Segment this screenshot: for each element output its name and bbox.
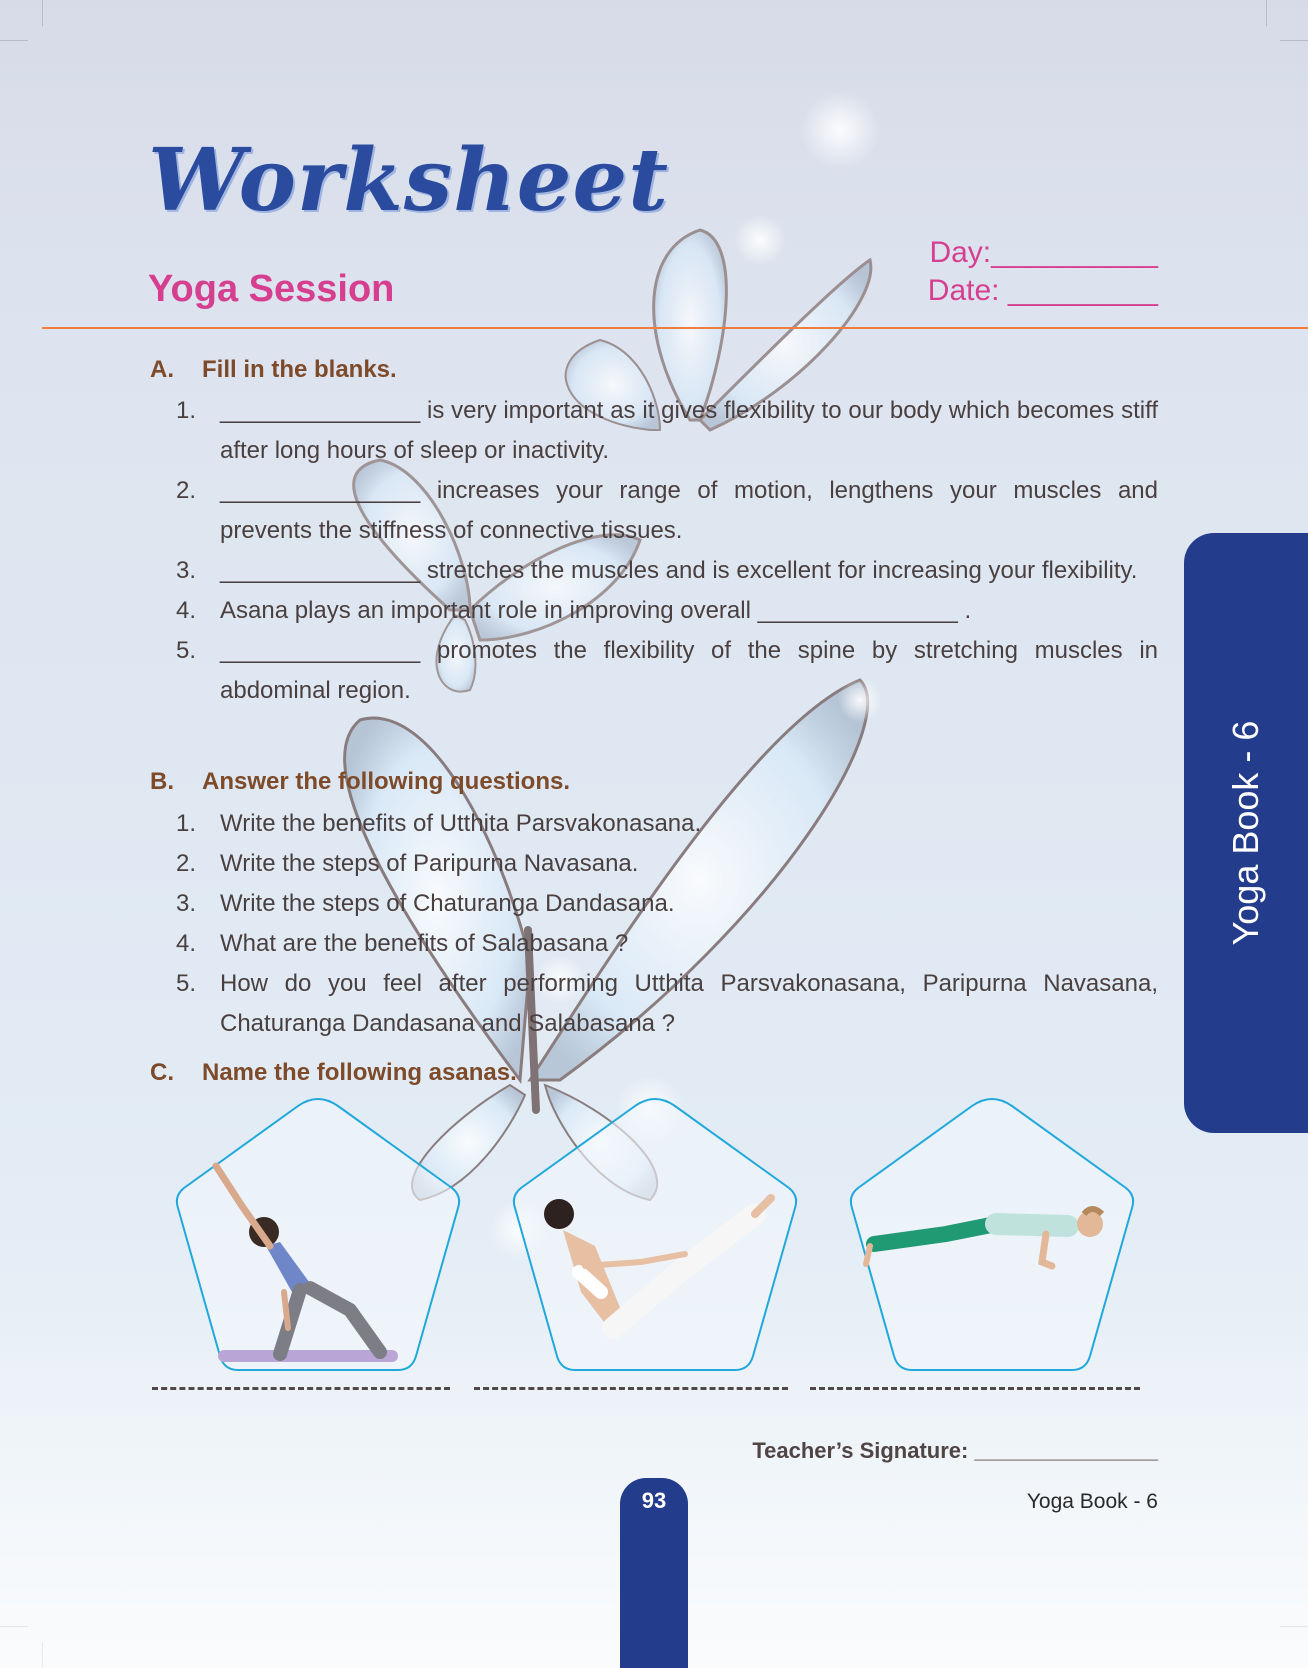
item-number: 1. <box>175 397 196 424</box>
paripurna-navasana-figure <box>509 1096 801 1374</box>
date-label: Date: <box>927 274 1008 307</box>
answer-line-2 <box>474 1387 788 1390</box>
list-item <box>150 591 1158 631</box>
item-text: _______________ is very important as it gives flexibility to our body which becomes stiff after long hours of sleep or inactivity. <box>220 397 1158 464</box>
item-text: Write the steps of Paripurna Navasana. <box>220 850 639 877</box>
chaturanga-dandasana-figure <box>846 1096 1138 1374</box>
section-b-letter: B. <box>150 768 174 795</box>
section-a-title: Fill in the blanks. <box>202 356 397 383</box>
item-number: 4. <box>175 930 196 957</box>
section-a-letter: A. <box>150 356 174 383</box>
list-item <box>150 391 1158 471</box>
worksheet-subtitle: Yoga Session <box>148 268 395 310</box>
signature-label: Teacher’s Signature: <box>752 1438 975 1463</box>
list-item <box>150 551 1158 591</box>
footer-book-title: Yoga Book - 6 <box>1026 1490 1158 1513</box>
signature-blank: _______________ <box>974 1438 1158 1463</box>
section-b-heading <box>150 768 570 796</box>
day-label: Day: <box>929 236 992 269</box>
item-number: 5. <box>175 970 196 997</box>
item-text: Write the benefits of Utthita Parsvakonasana. <box>220 810 702 837</box>
header-divider <box>42 327 1308 329</box>
answer-line-3 <box>810 1387 1140 1390</box>
list-item <box>150 924 1158 964</box>
date-field <box>928 274 1158 308</box>
item-number: 1. <box>175 810 196 837</box>
answer-line-1 <box>152 1387 450 1390</box>
side-tab-label: Yoga Book - 6 <box>1225 720 1266 946</box>
day-field <box>929 236 1158 270</box>
item-number: 3. <box>175 557 196 584</box>
section-a-list <box>150 391 1158 711</box>
page-number: 93 <box>641 1488 667 1513</box>
page-title: Worksheet <box>148 130 669 231</box>
list-item <box>150 884 1158 924</box>
list-item <box>150 804 1158 844</box>
section-c-heading <box>150 1059 517 1087</box>
asana-image-1 <box>172 1096 464 1374</box>
section-b-list <box>150 804 1158 1044</box>
list-item <box>150 471 1158 551</box>
section-a-heading <box>150 356 397 384</box>
item-number: 5. <box>175 637 196 664</box>
section-b-title: Answer the following questions. <box>202 768 571 795</box>
item-text: What are the benefits of Salabasana ? <box>220 930 629 957</box>
asana-image-2 <box>509 1096 801 1374</box>
item-text: _______________ stretches the muscles and is excellent for increasing your flexibility. <box>220 557 1138 584</box>
teacher-signature <box>752 1438 1158 1464</box>
section-c-title: Name the following asanas. <box>202 1059 517 1086</box>
day-blank: __________ <box>991 236 1158 269</box>
item-text: _______________ promotes the flexibility of the spine by stretching muscles in abdominal region. <box>220 637 1158 704</box>
item-text: Asana plays an important role in improving overall _______________ . <box>220 597 972 624</box>
asana-image-3 <box>846 1096 1138 1374</box>
utthita-parsvakonasana-figure <box>172 1096 464 1374</box>
section-c-letter: C. <box>150 1059 174 1086</box>
item-number: 3. <box>175 890 196 917</box>
list-item <box>150 844 1158 884</box>
list-item <box>150 631 1158 711</box>
item-number: 2. <box>175 477 196 504</box>
item-number: 2. <box>175 850 196 877</box>
item-text: Write the steps of Chaturanga Dandasana. <box>220 890 675 917</box>
item-number: 4. <box>175 597 196 624</box>
page-number-tab <box>620 1478 688 1668</box>
date-blank: _________ <box>1007 274 1158 307</box>
list-item <box>150 964 1158 1044</box>
item-text: _______________ increases your range of motion, lengthens your muscles and prevents the stiffness of connective tissues. <box>220 477 1158 544</box>
item-text: How do you feel after performing Utthita Parsvakonasana, Paripurna Navasana, Chaturanga Dandasana and Salabasana ? <box>220 970 1158 1037</box>
book-side-tab <box>1184 533 1308 1133</box>
